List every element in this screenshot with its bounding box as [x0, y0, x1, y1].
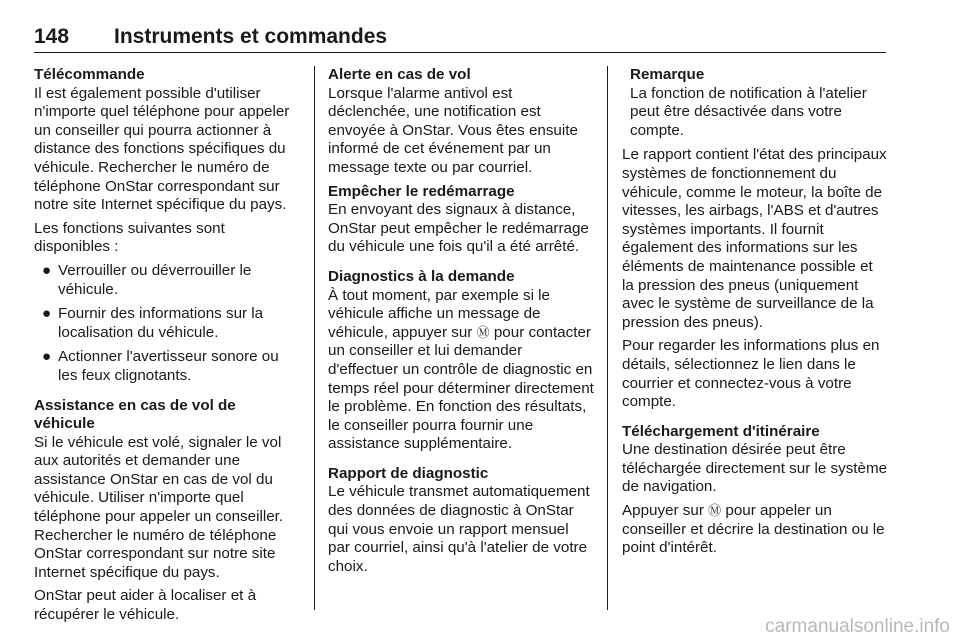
page-title: Instruments et commandes: [114, 25, 388, 48]
watermark: carmanualsonline.info: [765, 616, 950, 637]
section-heading: Empêcher le redémarrage: [328, 182, 515, 200]
paragraph-text: pour appeler un conseiller et décrire la destination ou le point d'intérêt.: [622, 502, 885, 557]
paragraph: En envoyant des signaux à distance, OnStar peut empêcher le redémarrage du véhicule une fois qu'il a été arrêté.: [328, 201, 589, 256]
paragraph: Le rapport contient l'état des principaux systèmes de fonctionnement du véhicule, comme le moteur, la boîte de vitesses, les airbags, l'ABS et d'autres systèmes importants. Il fournit également des informations sur les éléments de maintenance possible et la pression des pneus (uniquement avec le système de surveillance de la pression des pneus).: [622, 146, 887, 331]
section-heading: Assistance en cas de vol de véhicule: [34, 396, 236, 433]
list-item: [34, 305, 300, 342]
column-middle: [328, 66, 594, 581]
section-heading: Alerte en cas de vol: [328, 66, 471, 83]
list-item: [34, 262, 300, 299]
paragraph: Si le véhicule est volé, signaler le vol aux autorités et demander une assistance OnStar en cas de vol du véhicule. Utiliser n'importe quel téléphone pour appeler un conseiller. Rechercher le numéro de téléphone OnStar correspondant sur notre site Internet spécifique du pays.: [34, 433, 284, 581]
list-item-text: Verrouiller ou déverrouiller le véhicule.: [58, 261, 252, 298]
paragraph: OnStar peut aider à localiser et à récupérer le véhicule.: [34, 587, 257, 624]
list-item-text: Actionner l'avertisseur sonore ou les feux clignotants.: [58, 348, 279, 384]
service-button-icon: Ⓜ: [476, 324, 490, 340]
note-box: [622, 66, 888, 140]
list-item: [34, 348, 300, 385]
note-heading: Remarque: [630, 66, 705, 83]
section-heading: Diagnostics à la demande: [328, 267, 515, 285]
list-item-text: Fournir des informations sur la localisation du véhicule.: [58, 305, 264, 341]
paragraph: [328, 287, 594, 454]
paragraph-text: Appuyer sur: [622, 502, 704, 520]
service-button-icon: Ⓜ: [708, 503, 722, 519]
paragraph: [622, 502, 888, 558]
bullet-icon: ●: [42, 348, 52, 366]
note-text: La fonction de notification à l'atelier peut être désactivée dans votre compte.: [630, 84, 867, 139]
page-header: [34, 26, 886, 53]
column-right: [622, 66, 888, 563]
paragraph-text: pour contacter un conseiller et lui demander d'effectuer un contrôle de diagnostic en temps réel pour déterminer directement le problème. En fonction des résultats, le conseiller pourra fournir une assistance supplémentaire.: [328, 323, 594, 453]
paragraph: Lorsque l'alarme antivol est déclenchée, une notification est envoyée à OnStar. Vous êtes ensuite informé de cet événement par un message texte ou par courriel.: [328, 84, 578, 176]
page-number: 148: [34, 25, 70, 48]
paragraph: Les fonctions suivantes sont disponibles :: [34, 219, 225, 256]
paragraph: Le véhicule transmet automatiquement des données de diagnostic à OnStar qui vous envoie un rapport mensuel par courriel, ainsi qu'à l'atelier de votre choix.: [328, 483, 590, 575]
paragraph: Une destination désirée peut être téléchargée directement sur le système de navigation.: [622, 441, 888, 496]
paragraph-text: À tout moment, par exemple si le véhicule affiche un message de véhicule, appuyer sur: [328, 286, 551, 341]
column-left: [34, 66, 300, 630]
section-heading: Télécommande: [34, 66, 145, 83]
section-heading: Rapport de diagnostic: [328, 464, 489, 482]
section-heading: Téléchargement d'itinéraire: [622, 422, 820, 440]
bullet-icon: ●: [42, 305, 52, 323]
paragraph: Il est également possible d'utiliser n'importe quel téléphone pour appeler un conseiller qui pourra actionner à distance des fonctions spécifiques du véhicule. Rechercher le numéro de téléphone OnStar correspondant sur notre site Internet spécifique du pays.: [34, 84, 290, 214]
paragraph: Pour regarder les informations plus en détails, sélectionnez le lien dans le courrier et connectez-vous à votre compte.: [622, 337, 880, 411]
column-divider: [314, 66, 315, 610]
bullet-icon: ●: [42, 261, 52, 279]
column-divider: [607, 66, 608, 610]
